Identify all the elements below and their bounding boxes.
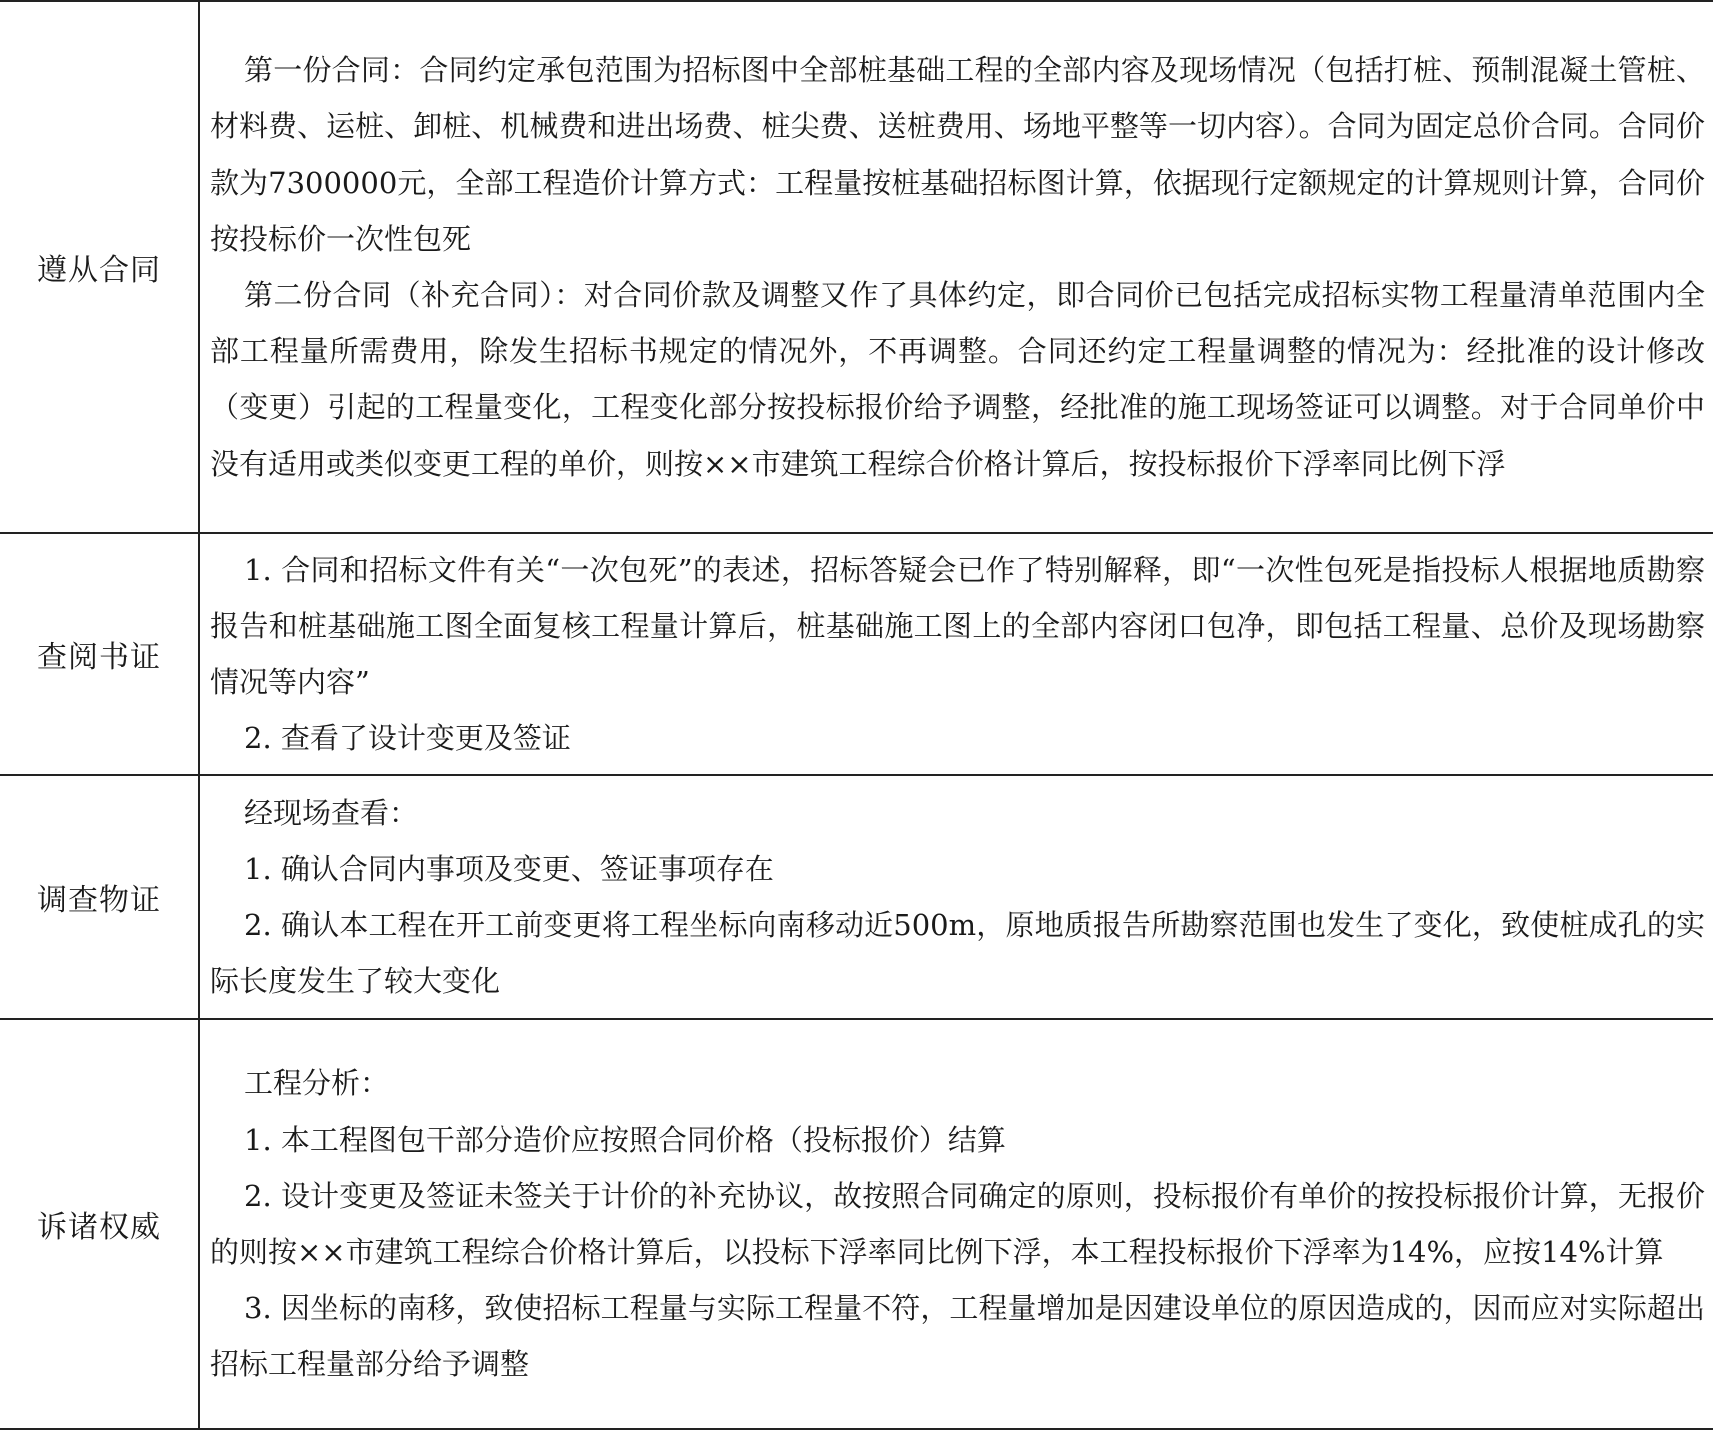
- content-paragraph: 工程分析：: [244, 1066, 390, 1101]
- content-paragraph: 2. 设计变更及签证未签关于计价的补充协议，故按照合同确定的原则，投标报价有单价的按投标报价计算，无报价的则按××市建筑工程综合价格计算后，以投标下浮率同比例下浮，本工程投标报价下浮率为14%，应按14%计算: [210, 1178, 1705, 1269]
- table-row-documentary-evidence: [0, 533, 1713, 775]
- row-content: [199, 533, 1713, 775]
- row-label: 遵从合同: [0, 1, 199, 533]
- table-row-authority: [0, 1019, 1713, 1429]
- table-row-contract: [0, 1, 1713, 533]
- content-paragraph: 1. 本工程图包干部分造价应按照合同价格（投标报价）结算: [244, 1122, 1006, 1157]
- row-content: [199, 775, 1713, 1019]
- content-paragraph: 1. 确认合同内事项及变更、签证事项存在: [244, 851, 774, 886]
- content-paragraph: 3. 因坐标的南移，致使招标工程量与实际工程量不符，工程量增加是因建设单位的原因造成的，因而应对实际超出招标工程量部分给予调整: [210, 1291, 1705, 1382]
- row-label: 调查物证: [0, 775, 199, 1019]
- table-row-physical-evidence: [0, 775, 1713, 1019]
- content-paragraph: 第一份合同：合同约定承包范围为招标图中全部桩基础工程的全部内容及现场情况（包括打桩、预制混凝土管桩、材料费、运桩、卸桩、机械费和进出场费、桩尖费、送桩费用、场地平整等一切内容）。合同为固定总价合同。合同价款为7300000元，全部工程造价计算方式：工程量按桩基础招标图计算，依据现行定额规定的计算规则计算，合同价按投标价一次性包死: [210, 53, 1705, 256]
- content-paragraph: 第二份合同（补充合同）：对合同价款及调整又作了具体约定，即合同价已包括完成招标实物工程量清单范围内全部工程量所需费用，除发生招标书规定的情况外，不再调整。合同还约定工程量调整的情况为：经批准的设计修改（变更）引起的工程量变化，工程变化部分按投标报价给予调整，经批准的施工现场签证可以调整。对于合同单价中没有适用或类似变更工程的单价，则按××市建筑工程综合价格计算后，按投标报价下浮率同比例下浮: [210, 278, 1705, 481]
- row-label: 诉诸权威: [0, 1019, 199, 1429]
- row-label: 查阅书证: [0, 533, 199, 775]
- content-paragraph: 2. 查看了设计变更及签证: [244, 721, 571, 756]
- content-paragraph: 经现场查看：: [244, 795, 419, 830]
- content-paragraph: 1. 合同和招标文件有关“一次包死”的表述，招标答疑会已作了特别解释，即“一次性包死是指投标人根据地质勘察报告和桩基础施工图全面复核工程量计算后，桩基础施工图上的全部内容闭口包净，即包括工程量、总价及现场勘察情况等内容”: [210, 552, 1705, 699]
- row-content: [199, 1019, 1713, 1429]
- content-paragraph: 2. 确认本工程在开工前变更将工程坐标向南移动近500m，原地质报告所勘察范围也发生了变化，致使桩成孔的实际长度发生了较大变化: [210, 908, 1705, 999]
- row-content: [199, 1, 1713, 533]
